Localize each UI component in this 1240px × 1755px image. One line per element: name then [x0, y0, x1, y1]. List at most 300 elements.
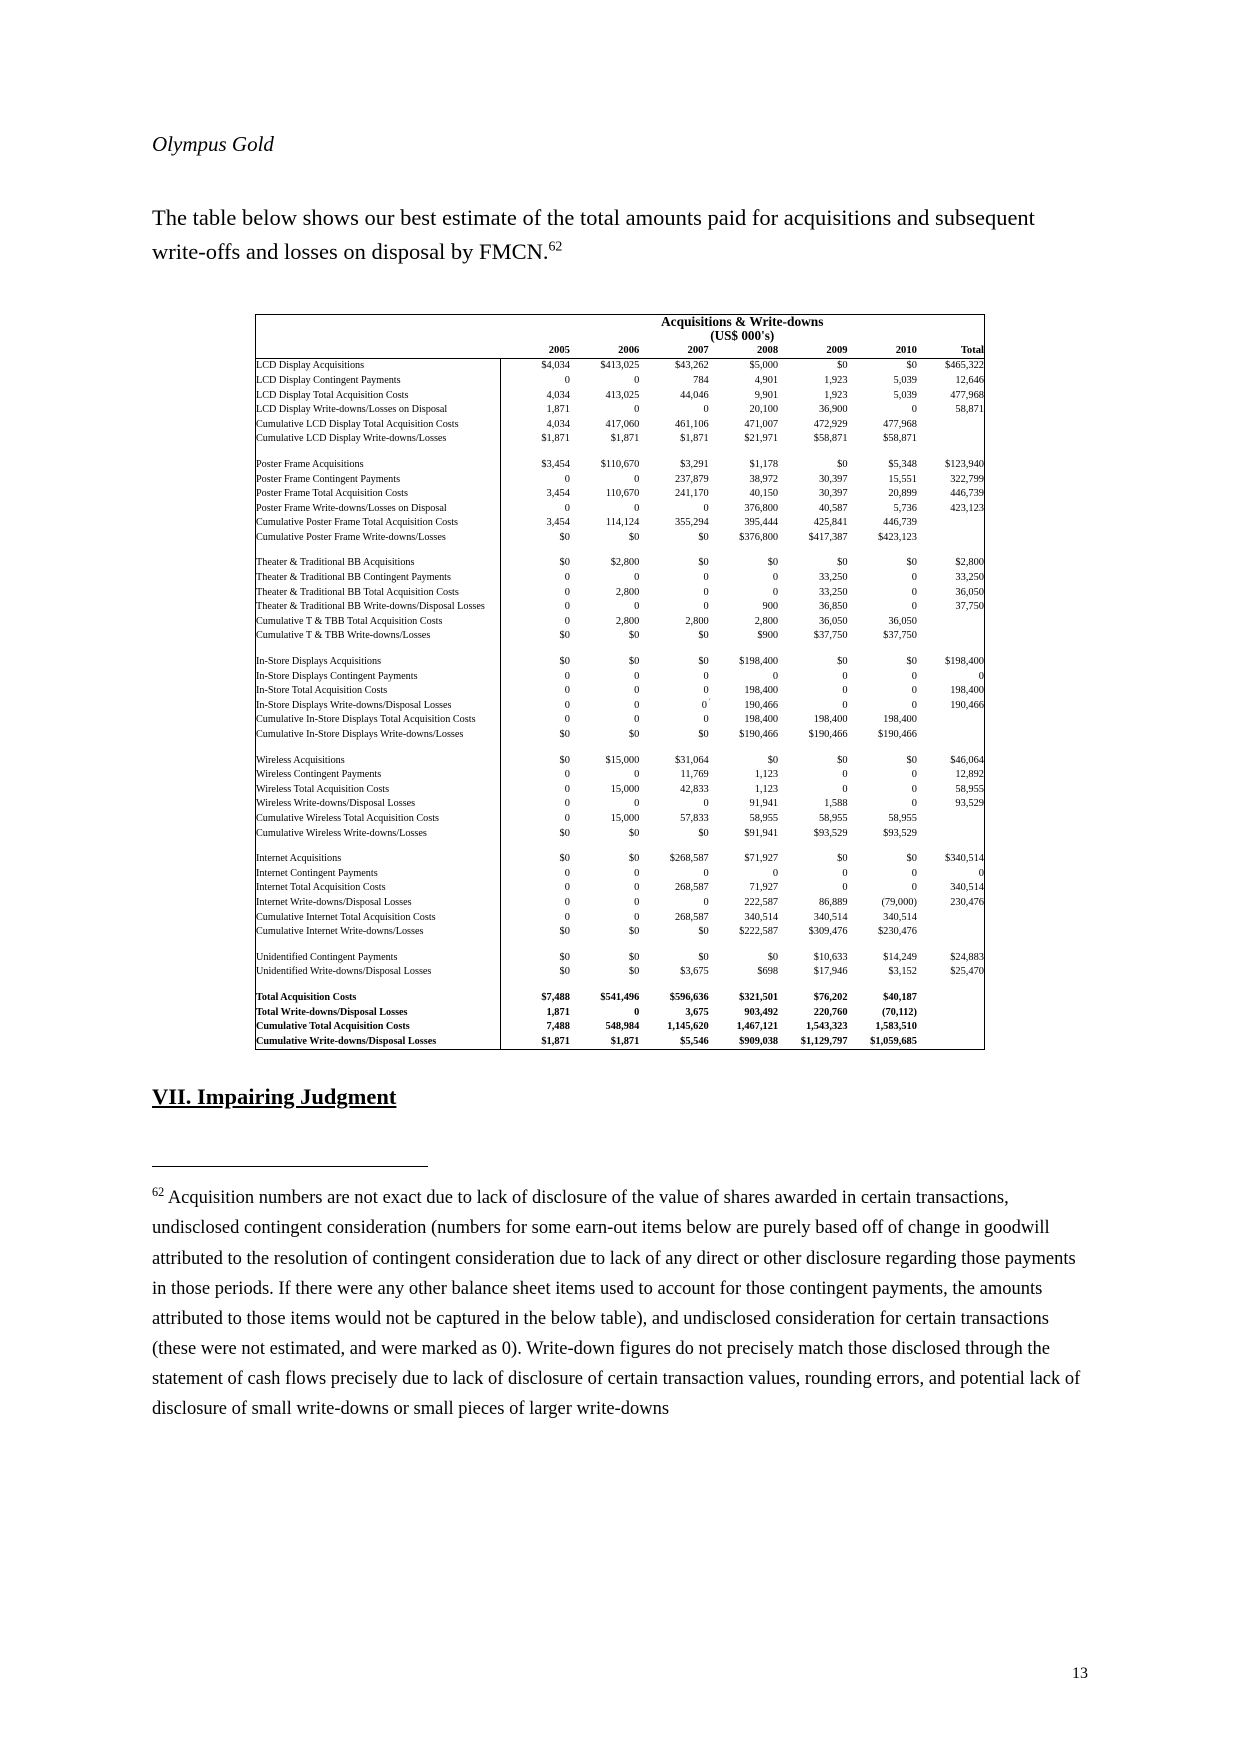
table-cell: $222,587	[739, 926, 779, 938]
table-cell: 0	[501, 571, 570, 586]
table-cell: 15,000	[610, 812, 640, 824]
table-cell: 0	[772, 572, 779, 584]
row-label: Poster Frame Acquisitions	[256, 458, 364, 470]
table-cell: 0	[911, 798, 917, 810]
stray-mark-icon: ′	[708, 696, 711, 706]
table-row	[256, 432, 985, 447]
footnote-marker: 62	[152, 1185, 165, 1200]
table-cell: $93,529	[813, 827, 848, 839]
table-cell: $0	[628, 729, 640, 740]
table-cell: 0	[842, 769, 848, 781]
table-row	[256, 896, 985, 911]
table-cell: 3,454	[501, 487, 570, 502]
table-cell: 42,833	[680, 783, 709, 795]
table-cell: 0	[978, 670, 984, 682]
table-cell: 900	[762, 601, 779, 613]
table-cell: $1,178	[749, 458, 779, 470]
table-cell: $1,871	[610, 1035, 640, 1047]
table-cell: 114,124	[605, 517, 640, 529]
row-label: Cumulative Poster Frame Write-downs/Losses	[256, 531, 446, 543]
table-cell: $0	[698, 827, 709, 839]
row-label: Cumulative In-Store Displays Write-downs/Losses	[256, 729, 464, 740]
table-cell: 33,250	[818, 586, 848, 598]
table-cell: $0	[837, 458, 848, 470]
table-cell	[917, 713, 985, 728]
table-cell: 58,955	[888, 812, 917, 824]
table-cell: $0	[501, 655, 570, 670]
row-label: Cumulative Wireless Total Acquisition Costs	[256, 812, 439, 824]
table-cell: $43,262	[674, 360, 709, 372]
table-cell: $0	[837, 557, 848, 569]
table-cell: 0	[978, 867, 984, 879]
table-cell: 38,972	[749, 473, 779, 485]
table-cell: $5,348	[888, 458, 917, 470]
table-cell: 0	[911, 586, 917, 598]
table-cell: 4,901	[754, 374, 779, 386]
table-cell: 477,968	[883, 418, 917, 430]
table-cell: 355,294	[674, 517, 709, 529]
table-cell: 1,588	[824, 798, 848, 810]
table-row	[256, 374, 985, 389]
table-cell: $15,000	[605, 754, 640, 766]
table-row	[256, 487, 985, 502]
table-cell: 0	[842, 783, 848, 795]
table-cell: 417,060	[605, 418, 640, 430]
table-cell: 40,150	[749, 488, 779, 500]
table-cell: $7,488	[501, 991, 570, 1006]
table-row	[256, 911, 985, 926]
footnote	[152, 1183, 1088, 1424]
table-cell: 198,400	[883, 714, 917, 726]
table-cell: 0	[501, 713, 570, 728]
table-cell: 15,551	[888, 473, 917, 485]
table-cell: 0	[634, 714, 640, 726]
table-cell: $2,800	[955, 557, 984, 569]
table-cell: 5,039	[893, 389, 917, 401]
table-cell: 0	[634, 404, 640, 416]
table-row	[256, 991, 985, 1006]
table-cell: 0	[501, 812, 570, 827]
table-cell: $3,454	[501, 458, 570, 473]
table-cell: 0	[501, 586, 570, 601]
table-cell: 0	[501, 615, 570, 630]
table-cell: $24,883	[950, 951, 984, 963]
table-cell: 0	[634, 601, 640, 613]
column-header-total: Total	[917, 344, 985, 359]
table-cell: $0	[767, 951, 779, 963]
table-cell: $0	[906, 853, 917, 865]
table-cell: $0	[501, 629, 570, 644]
table-cell: $0	[501, 754, 570, 769]
table-cell: 0	[911, 601, 917, 613]
table-cell: 0	[501, 783, 570, 798]
table-cell: 2,800	[615, 615, 640, 627]
table-cell: 0	[634, 685, 640, 697]
table-cell: $0	[628, 951, 640, 963]
table-cell: 1,123	[754, 783, 779, 795]
row-label: Theater & Traditional BB Write-downs/Disposal Losses	[256, 601, 485, 613]
table-cell: $1,871	[501, 1035, 570, 1050]
table-row	[256, 783, 985, 798]
table-cell: 71,927	[749, 882, 779, 894]
table-spacer-row	[256, 545, 985, 556]
table-cell: 413,025	[605, 389, 640, 401]
table-row	[256, 359, 985, 374]
row-label: Theater & Traditional BB Contingent Payments	[256, 572, 451, 584]
column-header-2007: 2007	[639, 344, 708, 359]
table-cell: 230,476	[950, 896, 984, 908]
table-cell: 0	[911, 882, 917, 894]
table-cell: $25,470	[950, 966, 984, 978]
table-cell: $58,871	[813, 433, 848, 445]
footnote-separator-rule	[152, 1166, 428, 1167]
table-cell: $2,800	[610, 557, 640, 569]
table-cell: 0	[703, 798, 709, 810]
table-cell: $0	[628, 630, 640, 642]
table-row	[256, 728, 985, 743]
table-cell: 0	[703, 714, 709, 726]
table-cell: $21,971	[744, 433, 779, 445]
table-cell: 1,871	[501, 403, 570, 418]
acquisitions-writedowns-table-wrapper	[255, 314, 985, 1051]
table-cell: 20,100	[749, 404, 779, 416]
table-cell: 340,514	[950, 882, 984, 894]
table-row	[256, 827, 985, 842]
table-cell: 7,488	[501, 1020, 570, 1035]
table-cell: $0	[767, 754, 779, 766]
row-label: Wireless Total Acquisition Costs	[256, 783, 390, 795]
row-label: In-Store Displays Write-downs/Disposal Losses	[256, 699, 452, 711]
table-cell: $1,129,797	[800, 1035, 848, 1047]
table-cell: 0	[634, 670, 640, 682]
table-cell	[917, 516, 985, 531]
table-cell: 58,955	[955, 783, 984, 795]
table-cell: 0	[634, 798, 640, 810]
table-cell: 0	[634, 699, 640, 711]
row-label: In-Store Displays Contingent Payments	[256, 670, 418, 682]
table-cell: 472,929	[813, 418, 848, 430]
table-cell: $40,187	[883, 991, 917, 1003]
table-cell: 2,800	[685, 615, 709, 627]
table-row	[256, 655, 985, 670]
table-cell: 36,050	[955, 586, 984, 598]
table-cell	[917, 629, 985, 644]
table-cell: 57,833	[680, 812, 709, 824]
row-label: In-Store Displays Acquisitions	[256, 656, 382, 668]
table-cell: $0	[628, 853, 640, 865]
table-cell: 0	[703, 502, 709, 514]
table-cell: 0	[634, 882, 640, 894]
table-row	[256, 473, 985, 488]
table-cell	[917, 1006, 985, 1021]
row-label: LCD Display Contingent Payments	[256, 374, 401, 386]
table-cell: 0	[501, 867, 570, 882]
row-label: Cumulative Wireless Write-downs/Losses	[256, 827, 427, 839]
table-cell: 0	[703, 685, 709, 697]
table-row	[256, 1020, 985, 1035]
row-label: Poster Frame Contingent Payments	[256, 473, 401, 485]
table-cell: 36,050	[818, 615, 848, 627]
table-cell: $0	[906, 360, 917, 372]
table-cell: $321,501	[739, 991, 779, 1003]
table-cell: 33,250	[818, 572, 848, 584]
acquisitions-writedowns-table	[255, 314, 985, 1051]
table-cell: 548,984	[605, 1021, 640, 1033]
table-cell: $0	[628, 966, 640, 978]
table-cell	[917, 812, 985, 827]
table-cell: $3,675	[680, 966, 709, 978]
table-cell: 198,400	[950, 685, 984, 697]
table-row	[256, 629, 985, 644]
table-cell: 0	[501, 684, 570, 699]
table-cell: $31,064	[674, 754, 709, 766]
table-cell: 12,646	[955, 374, 984, 386]
table-cell: 40,587	[818, 502, 848, 514]
column-header-2010: 2010	[848, 344, 917, 359]
table-cell: 0	[842, 882, 848, 894]
table-cell: 110,670	[605, 488, 640, 500]
row-label: Cumulative T & TBB Write-downs/Losses	[256, 630, 431, 642]
row-label: Theater & Traditional BB Total Acquisition Costs	[256, 586, 459, 598]
table-row	[256, 403, 985, 418]
table-row	[256, 797, 985, 812]
table-cell: 58,955	[749, 812, 779, 824]
column-header-2005: 2005	[501, 344, 570, 359]
table-cell: 2,800	[754, 615, 779, 627]
table-row	[256, 867, 985, 882]
table-row	[256, 881, 985, 896]
table-cell: $0	[837, 656, 848, 668]
table-cell: (79,000)	[881, 896, 917, 908]
table-cell: 0	[501, 473, 570, 488]
table-row	[256, 965, 985, 980]
table-row	[256, 516, 985, 531]
table-cell: 3,675	[685, 1006, 709, 1018]
table-cell: 58,955	[818, 812, 848, 824]
row-label: Cumulative T & TBB Total Acquisition Costs	[256, 615, 443, 627]
table-cell: $3,291	[680, 458, 709, 470]
table-cell: $91,941	[744, 827, 779, 839]
table-cell: 30,397	[818, 488, 848, 500]
table-cell: $58,871	[883, 433, 917, 445]
row-label: Total Acquisition Costs	[256, 991, 357, 1003]
table-cell: 0	[501, 699, 570, 714]
table-cell: 0	[911, 572, 917, 584]
row-label: Unidentified Contingent Payments	[256, 951, 398, 963]
running-head: Olympus Gold	[152, 132, 274, 156]
table-spacer-row	[256, 841, 985, 852]
table-cell: 58,871	[955, 404, 984, 416]
table-cell: 190,466	[950, 699, 984, 711]
section-heading: VII. Impairing Judgment	[152, 1084, 397, 1110]
table-row	[256, 502, 985, 517]
row-label: LCD Display Acquisitions	[256, 360, 365, 372]
table-row	[256, 713, 985, 728]
table-spacer-row	[256, 743, 985, 754]
table-cell: $5,000	[749, 360, 779, 372]
table-cell: $10,633	[813, 951, 848, 963]
table-cell: $0	[837, 853, 848, 865]
table-cell: 1,543,323	[805, 1021, 848, 1033]
table-cell: 11,769	[680, 769, 709, 781]
table-cell: 86,889	[818, 896, 848, 908]
table-cell: $0	[906, 557, 917, 569]
table-cell	[917, 615, 985, 630]
table-cell: $37,750	[883, 630, 917, 642]
table-cell: 0	[703, 896, 709, 908]
table-cell: $4,034	[501, 359, 570, 374]
table-row	[256, 531, 985, 546]
table-cell: $0	[837, 360, 848, 372]
table-cell: $0	[698, 656, 709, 668]
table-cell: $71,927	[744, 853, 779, 865]
table-cell: 461,106	[674, 418, 709, 430]
table-cell: 0	[703, 601, 709, 613]
table-cell: $17,946	[813, 966, 848, 978]
row-label: Cumulative LCD Display Total Acquisition Costs	[256, 418, 459, 430]
table-cell: 395,444	[744, 517, 779, 529]
table-cell: $0	[501, 531, 570, 546]
row-label: Cumulative Poster Frame Total Acquisition Costs	[256, 517, 458, 529]
table-cell: 0	[703, 670, 709, 682]
table-row	[256, 684, 985, 699]
table-cell: 0	[634, 867, 640, 879]
table-cell: $417,387	[808, 531, 848, 543]
table-cell: $123,940	[945, 458, 984, 470]
table-cell: $0	[698, 729, 709, 740]
table-cell: 0	[501, 600, 570, 615]
row-label: Internet Acquisitions	[256, 853, 342, 865]
table-cell: 0	[842, 670, 848, 682]
table-cell: 423,123	[950, 502, 984, 514]
table-cell: 340,514	[883, 911, 917, 923]
table-cell: 0	[842, 685, 848, 697]
table-cell: 93,529	[955, 798, 984, 810]
row-label: Cumulative Internet Write-downs/Losses	[256, 926, 424, 938]
table-cell: 0	[703, 572, 709, 584]
table-cell: $0	[698, 531, 709, 543]
table-cell: $190,466	[739, 729, 779, 740]
table-row	[256, 925, 985, 940]
table-cell	[917, 728, 985, 743]
table-subtitle: (US$ 000's)	[710, 328, 775, 344]
table-cell: $0	[501, 951, 570, 966]
table-cell: 1,467,121	[736, 1021, 779, 1033]
row-label: Internet Contingent Payments	[256, 867, 378, 879]
table-cell: $698	[757, 966, 779, 978]
table-cell: $0	[906, 754, 917, 766]
table-cell	[917, 1020, 985, 1035]
table-cell: 376,800	[744, 502, 779, 514]
table-cell: $0	[698, 951, 709, 963]
table-row	[256, 571, 985, 586]
table-cell: 0	[634, 911, 640, 923]
table-body	[256, 359, 985, 1050]
table-cell: 0	[911, 699, 917, 711]
table-cell: 0	[703, 586, 709, 598]
table-row	[256, 670, 985, 685]
table-cell: $110,670	[600, 458, 640, 470]
row-label: Internet Write-downs/Disposal Losses	[256, 896, 412, 908]
table-row	[256, 951, 985, 966]
table-cell: 0	[501, 881, 570, 896]
table-cell: $541,496	[600, 991, 640, 1003]
table-cell: $1,871	[610, 433, 640, 445]
column-header-2008: 2008	[709, 344, 778, 359]
table-cell: 0	[501, 670, 570, 685]
table-cell: $909,038	[739, 1035, 779, 1047]
table-row	[256, 458, 985, 473]
table-cell: 44,046	[680, 389, 709, 401]
table-cell: 0 ′	[701, 696, 711, 711]
table-cell: 1,923	[824, 389, 848, 401]
table-cell: 0	[842, 867, 848, 879]
table-cell: 0	[634, 473, 640, 485]
table-cell: 15,000	[610, 783, 640, 795]
table-cell: 0	[772, 867, 779, 879]
table-cell: 36,850	[818, 601, 848, 613]
table-cell: 0	[501, 502, 570, 517]
table-cell	[917, 911, 985, 926]
row-label: Wireless Write-downs/Disposal Losses	[256, 798, 416, 810]
table-cell: $46,064	[950, 754, 984, 766]
footnote-text: Acquisition numbers are not exact due to lack of disclosure of the value of shares awarded in certain transactions, undisclosed contingent consideration (numbers for some earn-out items below are purely based off of change in goodwill attributed to the resolution of contingent consideration due to lack of any direct or other disclosure regarding those payments in those periods. If there were any other balance sheet items used to account for those contingent payments, the amounts attributed to those items would not be captured in the below table), and undisclosed consideration for certain transactions (these were not estimated, and were marked as 0). Write-down figures do not precisely match those disclosed through the statement of cash flows precisely due to lack of disclosure of certain transaction values, rounding errors, and potential lack of disclosure of small write-downs or small pieces of larger write-downs	[152, 1188, 1081, 1420]
table-cell: 222,587	[744, 896, 779, 908]
table-cell: $1,871	[680, 433, 709, 445]
table-cell: 198,400	[813, 714, 848, 726]
table-cell: 4,034	[501, 389, 570, 404]
table-cell: $93,529	[883, 827, 917, 839]
table-cell: $190,466	[877, 729, 917, 740]
table-cell: $190,466	[808, 729, 848, 740]
table-cell: $0	[628, 827, 640, 839]
table-row	[256, 586, 985, 601]
row-label: Cumulative Internet Total Acquisition Costs	[256, 911, 436, 923]
table-title: Acquisitions & Write-downs	[661, 313, 824, 329]
table-cell: 0	[634, 572, 640, 584]
table-row	[256, 812, 985, 827]
table-cell: 0	[703, 404, 709, 416]
table-cell: 198,400	[744, 685, 779, 697]
table-header	[256, 314, 985, 359]
table-cell: $198,400	[739, 656, 779, 668]
table-cell: 12,892	[955, 769, 984, 781]
table-cell: 1,583,510	[875, 1021, 917, 1033]
table-cell: 0	[911, 783, 917, 795]
table-cell: $0	[628, 531, 640, 543]
table-spacer-row	[256, 447, 985, 458]
table-row	[256, 1006, 985, 1021]
table-cell: $14,249	[883, 951, 917, 963]
table-cell: 784	[693, 374, 709, 386]
row-label: Wireless Contingent Payments	[256, 769, 382, 781]
table-cell	[917, 1035, 985, 1050]
table-cell: $0	[698, 926, 709, 938]
table-cell: $340,514	[945, 853, 984, 865]
table-cell: $3,152	[888, 966, 917, 978]
table-cell: 0	[501, 896, 570, 911]
table-cell: $0	[767, 557, 779, 569]
table-cell: $0	[501, 965, 570, 980]
table-cell	[917, 531, 985, 546]
row-label: Internet Total Acquisition Costs	[256, 882, 386, 894]
table-cell: 2,800	[615, 586, 640, 598]
table-cell: 0	[772, 670, 779, 682]
table-cell: 37,750	[955, 601, 984, 613]
table-cell: $376,800	[739, 531, 779, 543]
table-row	[256, 852, 985, 867]
table-row	[256, 768, 985, 783]
